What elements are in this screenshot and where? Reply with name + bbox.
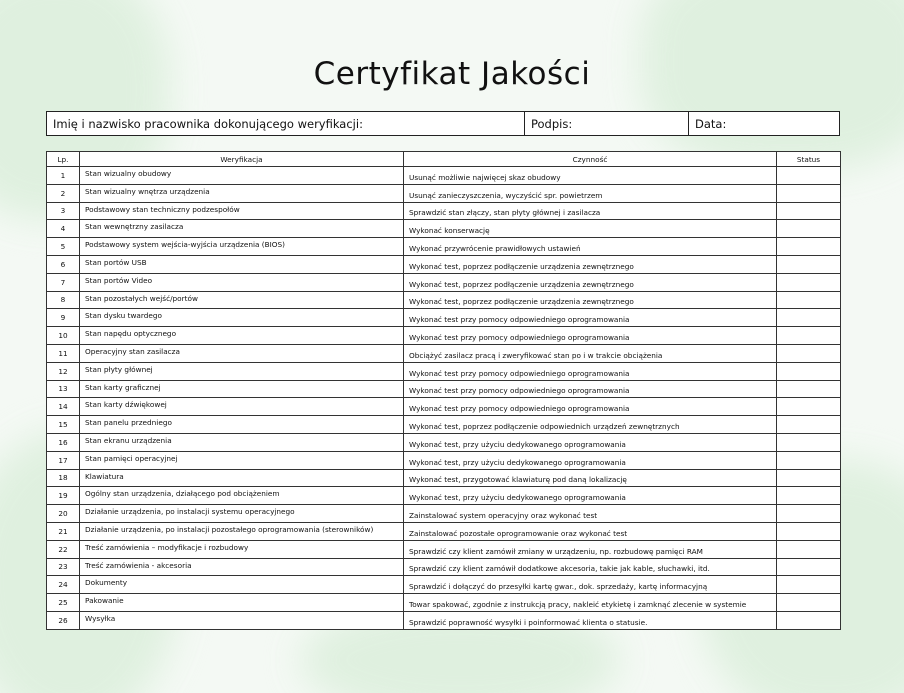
column-header-status: Status bbox=[777, 152, 841, 167]
status-cell[interactable] bbox=[777, 344, 841, 362]
table-row bbox=[47, 273, 841, 291]
action-cell: Usunąć możliwie najwięcej skaz obudowy bbox=[404, 167, 777, 185]
table-row bbox=[47, 309, 841, 327]
date-label: Data: bbox=[695, 116, 727, 131]
verifier-info-table bbox=[46, 111, 840, 136]
action-cell: Wykonać test, poprzez podłączenie odpowiednich urządzeń zewnętrznych bbox=[404, 416, 777, 434]
row-number: 9 bbox=[47, 309, 80, 327]
action-cell: Sprawdzić czy klient zamówił dodatkowe akcesoria, takie jak kable, słuchawki, itd. bbox=[404, 558, 777, 576]
action-cell: Sprawdzić i dołączyć do przesyłki kartę gwar., dok. sprzedaży, kartę informacyjną bbox=[404, 576, 777, 594]
table-row bbox=[47, 522, 841, 540]
row-number: 13 bbox=[47, 380, 80, 398]
verification-cell: Stan pozostałych wejść/portów bbox=[80, 291, 404, 309]
action-cell: Sprawdzić czy klient zamówił zmiany w urządzeniu, np. rozbudowę pamięci RAM bbox=[404, 540, 777, 558]
verification-cell: Stan dysku twardego bbox=[80, 309, 404, 327]
status-cell[interactable] bbox=[777, 238, 841, 256]
action-cell: Wykonać test przy pomocy odpowiedniego oprogramowania bbox=[404, 398, 777, 416]
row-number: 8 bbox=[47, 291, 80, 309]
verification-cell: Klawiatura bbox=[80, 469, 404, 487]
table-row bbox=[47, 433, 841, 451]
status-cell[interactable] bbox=[777, 505, 841, 523]
status-cell[interactable] bbox=[777, 576, 841, 594]
page-title: Certyfikat Jakości bbox=[313, 56, 591, 92]
verification-cell: Dokumenty bbox=[80, 576, 404, 594]
verification-cell: Podstawowy system wejścia-wyjścia urządzenia (BIOS) bbox=[80, 238, 404, 256]
column-header-action: Czynność bbox=[404, 152, 777, 167]
table-row bbox=[47, 398, 841, 416]
verification-cell: Treść zamówienia – modyfikacje i rozbudowy bbox=[80, 540, 404, 558]
verification-table bbox=[46, 151, 841, 630]
status-cell[interactable] bbox=[777, 594, 841, 612]
row-number: 7 bbox=[47, 273, 80, 291]
row-number: 1 bbox=[47, 167, 80, 185]
status-cell[interactable] bbox=[777, 309, 841, 327]
verification-cell: Pakowanie bbox=[80, 594, 404, 612]
column-header-verification: Weryfikacja bbox=[80, 152, 404, 167]
status-cell[interactable] bbox=[777, 220, 841, 238]
row-number: 14 bbox=[47, 398, 80, 416]
table-row bbox=[47, 416, 841, 434]
table-row bbox=[47, 594, 841, 612]
row-number: 25 bbox=[47, 594, 80, 612]
table-row bbox=[47, 380, 841, 398]
status-cell[interactable] bbox=[777, 558, 841, 576]
status-cell[interactable] bbox=[777, 487, 841, 505]
verification-cell: Wysyłka bbox=[80, 611, 404, 629]
action-cell: Obciążyć zasilacz pracą i zweryfikować stan po i w trakcie obciążenia bbox=[404, 344, 777, 362]
row-number: 10 bbox=[47, 327, 80, 345]
table-row bbox=[47, 184, 841, 202]
action-cell: Wykonać test, przygotować klawiaturę pod daną lokalizację bbox=[404, 469, 777, 487]
verification-cell: Ogólny stan urządzenia, działącego pod obciążeniem bbox=[80, 487, 404, 505]
action-cell: Usunąć zanieczyszczenia, wyczyścić spr. powietrzem bbox=[404, 184, 777, 202]
row-number: 16 bbox=[47, 433, 80, 451]
verification-cell: Operacyjny stan zasilacza bbox=[80, 344, 404, 362]
row-number: 22 bbox=[47, 540, 80, 558]
table-row bbox=[47, 327, 841, 345]
status-cell[interactable] bbox=[777, 273, 841, 291]
action-cell: Wykonać przywrócenie prawidłowych ustawień bbox=[404, 238, 777, 256]
action-cell: Wykonać test, przy użyciu dedykowanego oprogramowania bbox=[404, 487, 777, 505]
action-cell: Zainstalować pozostałe oprogramowanie oraz wykonać test bbox=[404, 522, 777, 540]
column-header-lp: Lp. bbox=[47, 152, 80, 167]
action-cell: Sprawdzić poprawność wysyłki i poinformować klienta o statusie. bbox=[404, 611, 777, 629]
row-number: 20 bbox=[47, 505, 80, 523]
row-number: 21 bbox=[47, 522, 80, 540]
status-cell[interactable] bbox=[777, 291, 841, 309]
table-row bbox=[47, 611, 841, 629]
action-cell: Wykonać test, poprzez podłączenie urządzenia zewnętrznego bbox=[404, 291, 777, 309]
status-cell[interactable] bbox=[777, 469, 841, 487]
action-cell: Wykonać test przy pomocy odpowiedniego oprogramowania bbox=[404, 309, 777, 327]
table-row bbox=[47, 255, 841, 273]
table-row bbox=[47, 469, 841, 487]
verification-cell: Stan napędu optycznego bbox=[80, 327, 404, 345]
status-cell[interactable] bbox=[777, 540, 841, 558]
verification-cell: Stan portów USB bbox=[80, 255, 404, 273]
table-row bbox=[47, 362, 841, 380]
action-cell: Wykonać test przy pomocy odpowiedniego oprogramowania bbox=[404, 380, 777, 398]
table-row bbox=[47, 344, 841, 362]
status-cell[interactable] bbox=[777, 611, 841, 629]
verification-cell: Stan wizualny wnętrza urządzenia bbox=[80, 184, 404, 202]
row-number: 19 bbox=[47, 487, 80, 505]
action-cell: Wykonać test, poprzez podłączenie urządzenia zewnętrznego bbox=[404, 255, 777, 273]
verification-cell: Stan płyty głównej bbox=[80, 362, 404, 380]
action-cell: Wykonać test przy pomocy odpowiedniego oprogramowania bbox=[404, 362, 777, 380]
action-cell: Wykonać test, poprzez podłączenie urządzenia zewnętrznego bbox=[404, 273, 777, 291]
table-row bbox=[47, 576, 841, 594]
row-number: 2 bbox=[47, 184, 80, 202]
row-number: 11 bbox=[47, 344, 80, 362]
verification-cell: Stan wizualny obudowy bbox=[80, 167, 404, 185]
table-row bbox=[47, 220, 841, 238]
verification-cell: Stan pamięci operacyjnej bbox=[80, 451, 404, 469]
verification-cell: Stan wewnętrzny zasilacza bbox=[80, 220, 404, 238]
action-cell: Wykonać test, przy użyciu dedykowanego oprogramowania bbox=[404, 451, 777, 469]
date-field[interactable] bbox=[689, 112, 839, 135]
action-cell: Wykonać konserwację bbox=[404, 220, 777, 238]
verification-cell: Działanie urządzenia, po instalacji pozostałego oprogramowania (sterowników) bbox=[80, 522, 404, 540]
row-number: 5 bbox=[47, 238, 80, 256]
verification-cell: Stan ekranu urządzenia bbox=[80, 433, 404, 451]
table-row bbox=[47, 487, 841, 505]
status-cell[interactable] bbox=[777, 416, 841, 434]
row-number: 15 bbox=[47, 416, 80, 434]
row-number: 17 bbox=[47, 451, 80, 469]
action-cell: Wykonać test przy pomocy odpowiedniego oprogramowania bbox=[404, 327, 777, 345]
table-row bbox=[47, 505, 841, 523]
signature-label: Podpis: bbox=[531, 116, 573, 131]
table-row bbox=[47, 540, 841, 558]
verification-cell: Podstawowy stan techniczny podzespołów bbox=[80, 202, 404, 220]
verifier-name-label: Imię i nazwisko pracownika dokonującego weryfikacji: bbox=[53, 116, 363, 131]
table-row bbox=[47, 558, 841, 576]
row-number: 26 bbox=[47, 611, 80, 629]
verifier-name-field[interactable] bbox=[47, 112, 525, 135]
verification-cell: Działanie urządzenia, po instalacji systemu operacyjnego bbox=[80, 505, 404, 523]
status-cell[interactable] bbox=[777, 255, 841, 273]
verification-cell: Stan panelu przedniego bbox=[80, 416, 404, 434]
row-number: 3 bbox=[47, 202, 80, 220]
action-cell: Sprawdzić stan złączy, stan płyty głównej i zasilacza bbox=[404, 202, 777, 220]
table-row bbox=[47, 451, 841, 469]
status-cell[interactable] bbox=[777, 398, 841, 416]
table-header-row bbox=[47, 152, 841, 167]
status-cell[interactable] bbox=[777, 433, 841, 451]
status-cell[interactable] bbox=[777, 184, 841, 202]
status-cell[interactable] bbox=[777, 202, 841, 220]
action-cell: Wykonać test, przy użyciu dedykowanego oprogramowania bbox=[404, 433, 777, 451]
signature-field[interactable] bbox=[525, 112, 689, 135]
row-number: 6 bbox=[47, 255, 80, 273]
status-cell[interactable] bbox=[777, 522, 841, 540]
status-cell[interactable] bbox=[777, 167, 841, 185]
row-number: 18 bbox=[47, 469, 80, 487]
row-number: 23 bbox=[47, 558, 80, 576]
row-number: 24 bbox=[47, 576, 80, 594]
table-row bbox=[47, 167, 841, 185]
action-cell: Towar spakować, zgodnie z instrukcją pracy, nakleić etykietę i zamknąć zlecenie w systemie bbox=[404, 594, 777, 612]
row-number: 12 bbox=[47, 362, 80, 380]
table-row bbox=[47, 202, 841, 220]
row-number: 4 bbox=[47, 220, 80, 238]
table-row bbox=[47, 238, 841, 256]
verification-cell: Stan portów Video bbox=[80, 273, 404, 291]
table-row bbox=[47, 291, 841, 309]
verification-cell: Treść zamówienia - akcesoria bbox=[80, 558, 404, 576]
action-cell: Zainstalować system operacyjny oraz wykonać test bbox=[404, 505, 777, 523]
verification-cell: Stan karty dźwiękowej bbox=[80, 398, 404, 416]
status-cell[interactable] bbox=[777, 327, 841, 345]
status-cell[interactable] bbox=[777, 362, 841, 380]
status-cell[interactable] bbox=[777, 451, 841, 469]
verification-cell: Stan karty graficznej bbox=[80, 380, 404, 398]
status-cell[interactable] bbox=[777, 380, 841, 398]
